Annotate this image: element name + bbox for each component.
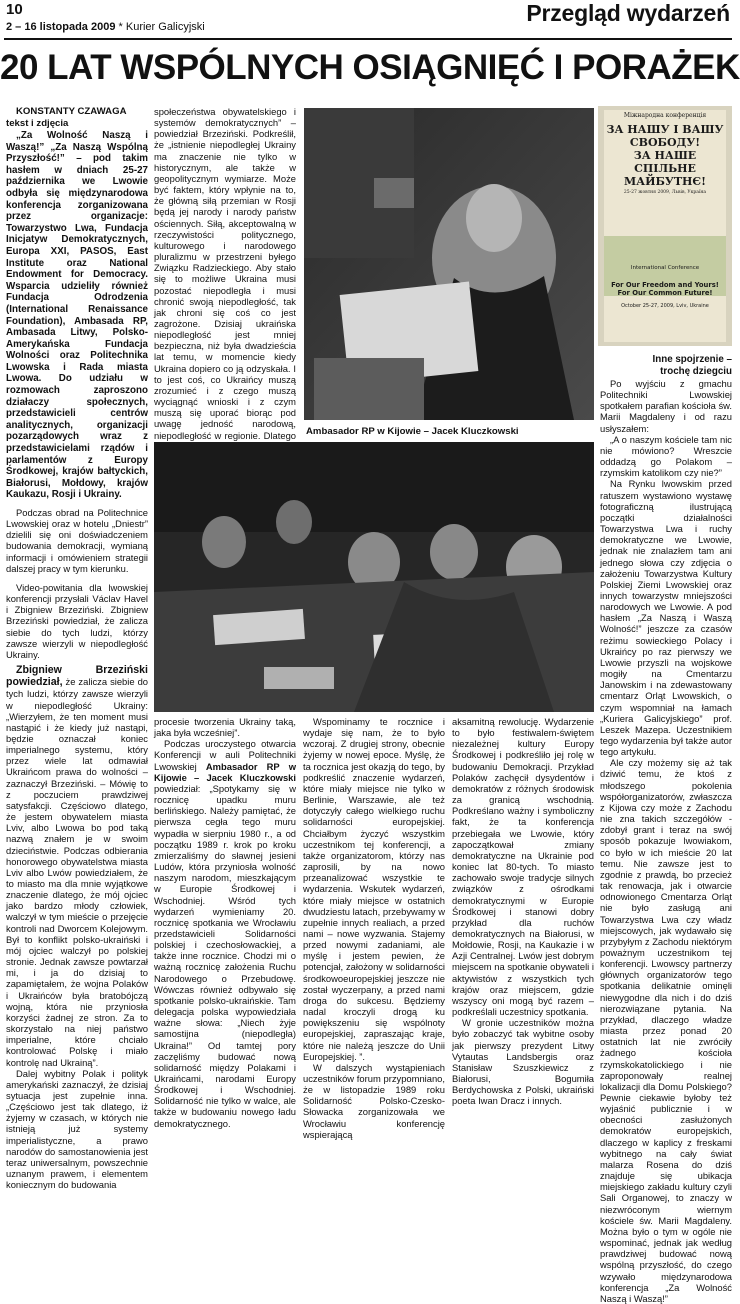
page-header [0,0,736,42]
paragraph-text: że zalicza siebie do tych ludzi, którzy zawsze wierzyli w niepodległość Ukrainy: „Wierzyłem, że ten moment musi nastąpić i że kiedy już nastąpi, będzie oznaczał koniec imperialnego systemu, który przez wiele lat odmawiał Ukraińcom prawa do wolności – zaznaczył Brzeziński. – Mówię to z poczuciem prawdziwej satysfakcji. Częściowo dlatego, że jestem obywatelem miasta Lviv, albo Lwowa bo pod taką nazwą znałem je w swoim dzieciństwie. Podczas odbierania honorowego obywatelstwa miasta Lviv albo Lwów powiedziałem, że to miasto ma dla mnie wyjątkowe znaczenie dlatego, że mój ojciec jako bardzo młody człowiek, walczył w tym mieście o przejęcie kontroli nad Dworcem Kolejowym. Był to konflikt polsko-ukraiński i mój ojciec walczył po polskiej stronie. Jednak zawsze powtarzał mi, i ja do dzisiaj to zapamiętałem, że wojna Polaków i Ukraińców była bratobójczą wojną, która nie przyniosła korzyści żadnej ze stron. Za to skorzystało na niej państwo imperialne, które chciało kontrolować Polskę i miało kontrolę nad Ukrainą”. [6,676,148,1068]
paragraph-intro: Podczas uroczystego otwarcia Konferencji w auli Politechniki Lwowskiej [154,738,296,772]
poster-slogan-1: For Our Freedom and Yours! [611,281,719,289]
column-3 [303,716,445,1140]
bold-run-in: Zbigniew Brzeziński powiedział, [6,664,148,689]
section-title: Przegląd wydarzeń [526,0,730,26]
article-headline: 20 LAT WSPÓLNYCH OSIĄGNIĘĆ I PORAŻEK [0,48,740,87]
issue-line [6,21,205,33]
paragraph: procesie tworzenia Ukrainy taką, jaka była wcześniej”. [154,716,296,739]
photo-caption: Ambasador RP w Kijowie – Jacek Kluczkowski [306,426,519,437]
paragraph: Podczas obrad na Politechnice Lwowskiej oraz w hotelu „Dniestr” dzielili się oni doświadczeniem budowania demokracji, wymianą informacji i omówieniem strategii dalszej pracy w tym kierunku. [6,507,148,574]
subhead [600,354,732,378]
paragraph: Po wyjściu z gmachu Politechniki Lwowskiej spotkałem parafian kościoła św. Marii Magdaleny i od razu usłyszałem: [600,378,732,434]
poster-line-1: ЗА НАШУ І ВАШУ [606,123,724,136]
byline [6,106,148,130]
paragraph: Video-powitania dla lwowskiej konferencji przysłali Václav Havel i Zbigniew Brzeziński. Zbigniew Brzeziński powiedział, że zalicza siebie do tych ludzi, którzy zawsze wierzyli w niepodległość Ukrainy. [6,581,148,660]
column-2-bottom [154,716,296,1129]
poster-dates-small: 25-27 жовтня 2009, Львів, Україна [623,190,707,195]
paragraph: Ale czy możemy się aż tak dziwić temu, że ktoś z młodszego pokolenia współorganizatorów, zwłaszcza z Kijowa czy może z Zachodu nie zna takich szczegółów - zdobył grant i teraz na swój sposób pokazuje lwowiakom, co było w ich mieście 20 lat temu. Nie zawsze jest to zgodnie z prawdą, bo przecież tak renowacja, jak i otwarcie odnowionego Cmentarza Orląt nie było zasługą ani Towarzystwa Lwa czy władz miejscowych, jak wydawało się przybyłym z Zachodu niektórym poważnym uczestnikom tej konferencji. Lwowscy partnerzy głównych organizatorów tego spotkania delikatnie ominęli niewygodne dla nich i do dziś nierozwiązane pytania. Na przykład, dlaczego władze miasta przez ponad 20 ostatnich lat nie zwróciły żadnego kościoła rzymskokatolickiego i nie zaproponowały realnej lokalizacji dla Domu Polskiego? Pewnie ciekawie byłoby też wyjaśnić publicznie i w obecności zasłużonych demokratów europejskich, dlaczego w kaplicy z freskami wybitnego na cały świat malarza Rosena do dziś znajduje się ubikacja miejskiego zakładu kultury czyli Sali Organowej, to znaczy w niezwróconym wiernym kościele św. Marii Magdaleny. Można było o tym w ogóle nie wspominać, jednak jak według prawdziwej budować nową wspólną przyszłość, do czego wzywało międzynarodowa konferencja „Za Wolność Naszą i Waszą!” [600,757,732,1304]
paragraph: społeczeństwa obywatelskiego i systemów demokratycznych” – powiedział Brzeziński. Podkreślił, że „istnienie niepodległej Ukrainy ma znaczenie nie tylko w historycznym, ale także w geopolitycznym wymiarze. Może być faktem, który wpłynie na to, że główną siłą przemian w Rosji będą jej narody i narody państw ościennych. Siłą, akceptowalną w rzeczywistości politycznego, kulturowego i narodowego pluralizmu w przestrzeni byłego Związku Radzieckiego. Aby stało się to możliwe Ukraina musi pozostać niepodległa i musi chronić swoją niepodległość, tak jak chroni się coś co jest zagrożone. Dzisiaj ukraińska niepodległość jest mniej bezpieczna, niż była dwadzieścia lat temu, w momencie kiedy Ukraina dopiero co ją odzyskała. I to jest coś, co Ukraińcy muszą zrozumieć i z czego muszą wyciągnąć wnioski i z czym muszą się uporać biorąc pod uwagę jedność narodową, niepodległość w regionie. Dlatego [154,106,296,441]
poster-slogan-2: For Our Common Future! [617,289,713,297]
poster-bottom-line: October 25-27, 2009, Lviv, Ukraine [621,303,709,309]
subhead-line-2: trochę dziegciu [660,366,732,377]
paragraph-text: powiedział: „Spotykamy się w rocznicę upadku muru berlińskiego. Należy pamiętać, że pierwsza cegła tego muru wypadła w sierpniu 1980 r., a od początku 1989 r. krok po kroku zmierzaliśmy do sławnej jesieni Ludów, która przyniosła wolność naszym narodom, mieszkającym w Europie Środkowej i Wschodniej. Wśród tych wydarzeń wymieniamy 20. rocznicę spotkania we Wrocławiu przedstawicieli Solidarności polskiej i czechosłowackiej, a także inne rocznice. Chodzi mi o ważną rocznicę założenia Ruchu Narodowego o Przebudowę. Wówczas również odbywało się spotkanie polsko-ukraińskie. Tam delegacja polska wypowiedziała ważne słowa: „Niech żyje samostijna (niepodległa) Ukraina!” Od tamtej pory zaczęliśmy budować nową solidarność między Polakami i Ukraińcami, narodami Europy Środkowej i Wschodniej. Solidarność nie tylko w walce, ale także w budowaniu nowego ładu demokratycznego. [154,782,296,1129]
poster-line-2: СВОБОДУ! [629,136,701,149]
column-2-top [154,106,296,444]
paragraph: W dalszych wystąpieniach uczestników forum przypomniano, że w listopadzie 1989 roku Solidarność Polsko-Czesko-Słowacka zorganizowała we Wrocławiu konferencję wspierającą [303,1061,445,1140]
paragraph-brzezinski [6,664,148,1068]
paragraph: Na Rynku lwowskim przed ratuszem wystawiono wystawę fotograficzną ilustrującą początki działalności Towarzystwa Lwa i ruchy demokratyczne we Lwowie, jednak nie znalazłem tam ani jednego słowa czy zdjęcia o założeniu Towarzystwa Kultury Polskiej Ziemi Lwowskiej oraz innych towarzystw mniejszości narodowych we Lwowie. A pod hasłem „Za Naszą i Waszą Wolność!” jeszcze za czasów reżimu sowieckiego Polacy i Ukraińcy po raz pierwszy we Lwowie przyszli na wojskowe mogiły na Cmentarzu Janowskim i na zdewastowany cmentarz Orląt Lwowskich, o czym wspomniał na łamach „Kuriera Galicyjskiego” prof. Leszek Mazepa. Uczestnikiem tego wydarzenia był także autor tego artykułu. [600,478,732,758]
poster-line-3: ЗА НАШЕ СПІЛЬНЕ [633,149,697,175]
paragraph: Dalej wybitny Polak i polityk amerykański zaznaczył, że dzisiaj sytuacja jest zupełnie inna. „Częściowo jest tak dlatego, iż żyjemy w czasach, w których nie istnieją już systemy imperialistyczne, a prawo narodów do samostanowienia jest teraz uniwersalnym, powszechnie uznanym prawem, i elementem koniecznym do budowania [6,1067,148,1191]
poster-line-4: МАЙБУТНЄ! [623,175,706,188]
author-name: KONSTANTY CZAWAGA [16,106,127,117]
poster-flowers [606,195,724,265]
delegates-photo [154,442,594,712]
ambassador-name: Ambasador RP w Kijowie – Jacek Kluczkowski [154,760,296,783]
header-rule [4,38,732,40]
publication-name: Kurier Galicyjski [125,21,205,33]
conference-poster-photo [598,106,732,346]
column-1 [6,106,148,1191]
paragraph: „A o naszym kościele tam nic nie mówiono? Wreszcie oddadzą go Polakom – rzymskim katolikom czy nie?” [600,433,732,479]
column-4 [452,716,594,1107]
issue-separator: * [115,21,126,33]
subhead-line-1: Inne spojrzenie – [652,354,732,365]
paragraph-ambassador [154,738,296,1128]
ambassador-photo [304,108,594,420]
poster-top-line: Міжнародна конференція [623,112,707,119]
poster-text [606,112,724,309]
column-5 [600,354,732,1304]
author-credit: tekst i zdjęcia [6,118,69,129]
paragraph: W gronie uczestników można było zobaczyć tak wybitne osoby jak pierwszy prezydent Litwy Vytautas Landsbergis oraz Stanisław Szuszkiewicz z Białorusi, Bogumiła Berdychowska z Polski, ukraiński poeta Iwan Dracz i innych. [452,1017,594,1107]
paragraph: Wspominamy te rocznice i wydaje się nam, że to było wczoraj. Z drugiej strony, obecnie żyjemy w nowej epoce. Myślę, że ta rocznica jest okazją do tego, by podkreślić znaczenie wydarzeń, które miały miejsce nie tylko w Berlinie, Warszawie, ale też dotyczyły całego wielkiego ruchu solidarności europejskiej. Chciałbym życzyć wszystkim uczestnikom tej konferencji, a także organizatorom, którzy nas zaprosili, by na nowo przeanalizować wszystkie te wydarzenia. Wskutek wydarzeń, które miały miejsce w ostatnich dwudziestu latach, przebywamy w zupełnie innych realiach, a przed nami – nowe wyzwania. Stajemy przed nowymi zadaniami, ale myślę i jestem pewien, że potencjał, założony w solidarności środkowoeuropejskiej jeszcze nie został wyczerpany, a przed nami droga do sukcesu. Będziemy nadal kroczyli drogą ku powiększeniu się wspólnoty europejskiej, zapraszając kraje, które nie należą jeszcze do Unii Europejskiej. ”. [303,716,445,1062]
poster-conference: International Conference [630,265,700,271]
lead-paragraph: „Za Wolność Naszą i Waszą!” „Za Naszą Wspólną Przyszłość!” – pod takim hasłem w dniach 25-27 października we Lwowie odbyła się międzynarodowa konferencja zorganizowana przez organizacje: Towarzystwo Lwa, Fundacja Inicjatyw Demokratycznych, Europa XXI, PASOS, East Institute oraz National Endowment for Democracy. Wsparcia udzieliły również Fundacja Odrodzenia (International Renaissance Foundation), Ambasada RP, Ambasada Litwy, Polsko-Amerykańska Fundacja Wolności oraz Politechnika Lwowska i Rada miasta Lwowa. Do udziału w rozmowach zaproszono działaczy społecznych, przedstawicieli centrów analitycznych, organizacji pozarządowych wraz z przedstawicielami rządów i parlamentów z Europy Środkowej, krajów bałtyckich, Białorusi, Mołdowy, krajów Kaukazu, Rosji i Ukrainy. [6,130,148,501]
page-number: 10 [6,1,23,18]
issue-dates: 2 – 16 listopada 2009 [6,21,116,33]
paragraph: aksamitną rewolucję. Wydarzenie to było festiwalem-świętem niezależnej kultury Europy Środkowej i podkreśliło jej rolę w budowaniu Demokracji. Przykład Polaków zachęcił dysydentów i demokratów z różnych środowisk za granicą wschodnią. Podkreślano ważny i symboliczny fakt, że ta konferencja przebiegała we Lwowie, który zapoczątkował zmiany demokratyczne na Ukrainie pod koniec lat 80-tych. To miasto zachowało swoje tradycje silnych związków z ośrodkami demokratycznymi w Europie Środkowej i stanowi dobry przykład dla ruchów demokratycznych na Białorusi, w Mołdowie, Rosji, na Kaukazie i w Azji Centralnej. Lwów jest dobrym miejscem na spotkanie obywateli i aktywistów z wszystkich tych krajów oraz miejscem, gdzie wszyscy oni mogą być razem – podkreślali uczestnicy spotkania. [452,716,594,1018]
